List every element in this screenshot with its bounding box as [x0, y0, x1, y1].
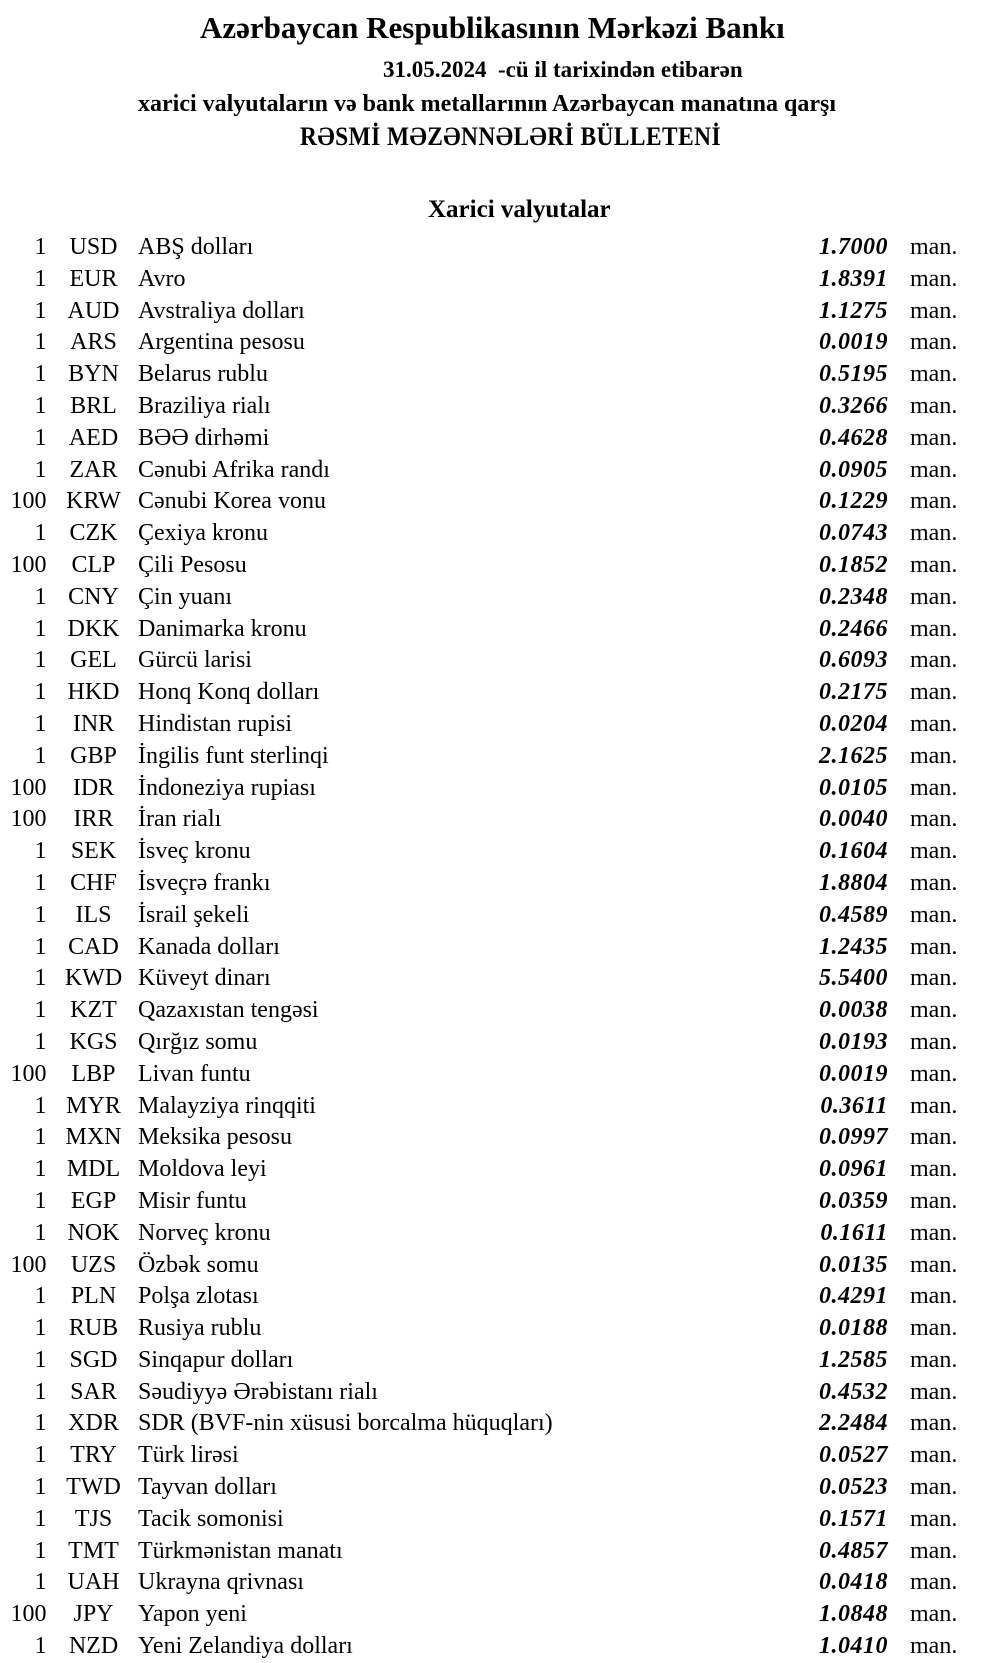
rate-cell: 0.0359	[819, 1187, 888, 1214]
name-cell: Misir funtu	[138, 1187, 247, 1214]
unit-cell: man.	[910, 297, 958, 324]
code-cell: KRW	[66, 488, 121, 515]
code-cell: AED	[68, 424, 119, 451]
code-cell: TWD	[66, 1474, 121, 1501]
unit-cell: man.	[910, 1315, 958, 1342]
qty-cell: 100	[10, 488, 47, 515]
code-cell: MYR	[66, 1092, 121, 1119]
rate-row	[0, 804, 1000, 836]
rate-cell: 0.0135	[819, 1251, 888, 1278]
qty-cell: 1	[34, 615, 47, 642]
rate-row	[0, 264, 1000, 296]
qty-cell: 100	[10, 551, 47, 578]
unit-cell: man.	[910, 1442, 958, 1469]
code-cell: UAH	[67, 1569, 120, 1596]
name-cell: Malayziya rinqqiti	[138, 1092, 316, 1119]
rate-cell: 1.0848	[819, 1601, 888, 1628]
unit-cell: man.	[910, 361, 958, 388]
name-cell: Avstraliya dolları	[138, 297, 305, 324]
unit-cell: man.	[910, 1124, 958, 1151]
name-cell: Avro	[138, 265, 186, 292]
name-cell: Polşa zlotası	[138, 1283, 259, 1310]
rate-row	[0, 1218, 1000, 1250]
qty-cell: 1	[34, 679, 47, 706]
name-cell: Qazaxıstan tengəsi	[138, 997, 319, 1024]
qty-cell: 1	[34, 1569, 47, 1596]
unit-cell: man.	[910, 615, 958, 642]
unit-cell: man.	[910, 647, 958, 674]
rate-cell: 1.7000	[819, 234, 888, 260]
code-cell: TJS	[74, 1505, 113, 1532]
qty-cell: 1	[34, 710, 47, 737]
unit-cell: man.	[910, 234, 958, 260]
rate-cell: 0.0040	[819, 806, 888, 833]
code-cell: RUB	[68, 1315, 119, 1342]
name-cell: Honq Konq dolları	[138, 679, 320, 706]
code-cell: BYN	[68, 361, 119, 388]
code-cell: GEL	[70, 647, 117, 674]
rate-row	[0, 1122, 1000, 1154]
name-cell: İsveçrə frankı	[138, 869, 271, 896]
rate-cell: 2.2484	[819, 1410, 888, 1437]
rate-cell: 0.0997	[819, 1124, 888, 1151]
rate-cell: 0.0961	[819, 1156, 888, 1183]
qty-cell: 1	[34, 265, 47, 292]
name-cell: Moldova leyi	[138, 1156, 267, 1183]
qty-cell: 1	[34, 1219, 47, 1246]
code-cell: XDR	[68, 1410, 119, 1437]
rate-cell: 0.0019	[819, 1060, 888, 1087]
rate-row	[0, 455, 1000, 487]
qty-cell: 1	[34, 297, 47, 324]
qty-cell: 1	[34, 965, 47, 992]
qty-cell: 1	[34, 647, 47, 674]
unit-cell: man.	[910, 1187, 958, 1214]
section-title: Xarici valyutalar	[428, 196, 611, 223]
qty-cell: 100	[10, 1251, 47, 1278]
unit-cell: man.	[910, 392, 958, 419]
rate-row	[0, 359, 1000, 391]
date-line: 31.05.2024 -cü il tarixindən etibarən	[383, 57, 743, 82]
unit-cell: man.	[910, 742, 958, 769]
rate-cell: 0.0743	[819, 520, 888, 547]
code-cell: LBP	[71, 1060, 116, 1087]
code-cell: IDR	[72, 774, 115, 801]
rate-cell: 1.1275	[819, 297, 888, 324]
rate-row	[0, 1250, 1000, 1282]
code-cell: AUD	[67, 297, 120, 324]
qty-cell: 1	[34, 1474, 47, 1501]
rate-cell: 0.0193	[819, 1028, 888, 1055]
unit-cell: man.	[910, 933, 958, 960]
name-cell: Hindistan rupisi	[138, 710, 292, 737]
name-cell: İngilis funt sterlinqi	[138, 742, 329, 769]
name-cell: Argentina pesosu	[138, 329, 305, 356]
rate-cell: 0.0523	[819, 1474, 888, 1501]
qty-cell: 1	[34, 1092, 47, 1119]
bulletin-title: RƏSMİ MƏZƏNNƏLƏRİ BÜLLETENİ	[300, 122, 722, 151]
code-cell: IRR	[73, 806, 114, 833]
name-cell: Çexiya kronu	[138, 520, 268, 547]
unit-cell: man.	[910, 1156, 958, 1183]
code-cell: ARS	[70, 329, 117, 356]
name-cell: İndoneziya rupiası	[138, 774, 316, 801]
name-cell: Çin yuanı	[138, 583, 232, 610]
name-cell: Norveç kronu	[138, 1219, 271, 1246]
name-cell: Rusiya rublu	[138, 1315, 262, 1342]
name-cell: Yapon yeni	[138, 1601, 247, 1628]
qty-cell: 1	[34, 361, 47, 388]
qty-cell: 1	[34, 1283, 47, 1310]
rate-cell: 0.3611	[820, 1092, 888, 1119]
rate-cell: 1.8391	[819, 265, 888, 292]
rate-cell: 0.0418	[819, 1569, 888, 1596]
rate-row	[0, 868, 1000, 900]
unit-cell: man.	[910, 551, 958, 578]
code-cell: ZAR	[69, 456, 118, 483]
rate-cell: 0.1611	[820, 1219, 888, 1246]
qty-cell: 1	[34, 1537, 47, 1564]
name-cell: Yeni Zelandiya dolları	[138, 1633, 353, 1660]
qty-cell: 1	[34, 1028, 47, 1055]
rate-row	[0, 1313, 1000, 1345]
qty-cell: 1	[34, 838, 47, 865]
code-cell: USD	[69, 234, 118, 260]
rate-cell: 1.2585	[819, 1346, 888, 1373]
rate-row	[0, 423, 1000, 455]
rate-row	[0, 614, 1000, 646]
rate-cell: 0.4532	[819, 1378, 888, 1405]
code-cell: MDL	[66, 1156, 121, 1183]
qty-cell: 100	[10, 1060, 47, 1087]
name-cell: Cənubi Afrika randı	[138, 456, 330, 483]
rate-row	[0, 1472, 1000, 1504]
rate-cell: 0.2175	[819, 679, 888, 706]
rate-cell: 0.4628	[819, 424, 888, 451]
name-cell: Qırğız somu	[138, 1028, 258, 1055]
rate-row	[0, 1377, 1000, 1409]
code-cell: UZS	[70, 1251, 117, 1278]
unit-cell: man.	[910, 710, 958, 737]
unit-cell: man.	[910, 329, 958, 356]
code-cell: GBP	[70, 742, 117, 769]
rate-row	[0, 1027, 1000, 1059]
rate-cell: 0.0905	[819, 456, 888, 483]
qty-cell: 1	[34, 1378, 47, 1405]
rate-row	[0, 296, 1000, 328]
rate-cell: 1.0410	[819, 1633, 888, 1660]
qty-cell: 100	[10, 774, 47, 801]
unit-cell: man.	[910, 1346, 958, 1373]
rate-row	[0, 677, 1000, 709]
qty-cell: 1	[34, 1156, 47, 1183]
name-cell: Ukrayna qrivnası	[138, 1569, 304, 1596]
code-cell: JPY	[73, 1601, 114, 1628]
rate-cell: 0.0038	[819, 997, 888, 1024]
unit-cell: man.	[910, 806, 958, 833]
rate-cell: 1.2435	[819, 933, 888, 960]
code-cell: SEK	[70, 838, 117, 865]
unit-cell: man.	[910, 1569, 958, 1596]
code-cell: KWD	[64, 965, 123, 992]
code-cell: CZK	[69, 520, 118, 547]
code-cell: INR	[72, 710, 115, 737]
code-cell: CNY	[68, 583, 119, 610]
name-cell: Küveyt dinarı	[138, 965, 271, 992]
rate-cell: 0.1604	[819, 838, 888, 865]
name-cell: Cənubi Korea vonu	[138, 488, 326, 515]
rate-cell: 0.3266	[819, 392, 888, 419]
unit-cell: man.	[910, 1537, 958, 1564]
rate-cell: 0.4857	[819, 1537, 888, 1564]
rate-row	[0, 1091, 1000, 1123]
rates-table	[0, 232, 1000, 1663]
qty-cell: 100	[10, 1601, 47, 1628]
rate-cell: 0.4589	[819, 901, 888, 928]
qty-cell: 1	[34, 424, 47, 451]
rate-row	[0, 1440, 1000, 1472]
qty-cell: 1	[34, 1346, 47, 1373]
qty-cell: 1	[34, 1410, 47, 1437]
name-cell: Tacik somonisi	[138, 1505, 284, 1532]
rate-cell: 0.4291	[819, 1283, 888, 1310]
qty-cell: 1	[34, 1442, 47, 1469]
qty-cell: 1	[34, 329, 47, 356]
rate-row	[0, 1281, 1000, 1313]
name-cell: Türk lirəsi	[138, 1442, 239, 1469]
rate-row	[0, 1186, 1000, 1218]
unit-cell: man.	[910, 1505, 958, 1532]
subject-line: xarici valyutaların və bank metallarının Azərbaycan manatına qarşı	[138, 91, 837, 117]
rate-cell: 0.0204	[819, 710, 888, 737]
rate-row	[0, 963, 1000, 995]
code-cell: EUR	[69, 265, 118, 292]
rate-cell: 0.1229	[819, 488, 888, 515]
rate-cell: 0.0105	[819, 774, 888, 801]
qty-cell: 100	[10, 806, 47, 833]
rate-row	[0, 1631, 1000, 1663]
code-cell: BRL	[70, 392, 117, 419]
unit-cell: man.	[910, 1410, 958, 1437]
unit-cell: man.	[910, 1633, 958, 1660]
rate-row	[0, 232, 1000, 264]
rate-cell: 1.8804	[819, 869, 888, 896]
rate-row	[0, 518, 1000, 550]
qty-cell: 1	[34, 1187, 47, 1214]
rate-cell: 0.6093	[819, 647, 888, 674]
qty-cell: 1	[34, 392, 47, 419]
rate-row	[0, 836, 1000, 868]
rate-row	[0, 932, 1000, 964]
unit-cell: man.	[910, 869, 958, 896]
rate-row	[0, 741, 1000, 773]
rate-row	[0, 582, 1000, 614]
name-cell: İran rialı	[138, 806, 222, 833]
unit-cell: man.	[910, 1219, 958, 1246]
code-cell: MXN	[65, 1124, 122, 1151]
qty-cell: 1	[34, 933, 47, 960]
unit-cell: man.	[910, 1028, 958, 1055]
code-cell: KZT	[70, 997, 117, 1024]
rate-row	[0, 1059, 1000, 1091]
rate-cell: 0.0019	[819, 329, 888, 356]
unit-cell: man.	[910, 901, 958, 928]
name-cell: ABŞ dolları	[138, 234, 254, 260]
unit-cell: man.	[910, 1601, 958, 1628]
name-cell: Gürcü larisi	[138, 647, 252, 674]
unit-cell: man.	[910, 1474, 958, 1501]
qty-cell: 1	[34, 456, 47, 483]
code-cell: EGP	[70, 1187, 117, 1214]
code-cell: NZD	[68, 1633, 119, 1660]
code-cell: TMT	[68, 1537, 119, 1564]
rate-row	[0, 900, 1000, 932]
code-cell: SAR	[70, 1378, 117, 1405]
name-cell: Çili Pesosu	[138, 551, 247, 578]
name-cell: İsrail şekeli	[138, 901, 250, 928]
code-cell: PLN	[70, 1283, 117, 1310]
unit-cell: man.	[910, 1092, 958, 1119]
qty-cell: 1	[34, 1124, 47, 1151]
rate-row	[0, 1408, 1000, 1440]
rate-row	[0, 709, 1000, 741]
rate-cell: 0.1571	[819, 1505, 888, 1532]
name-cell: Belarus rublu	[138, 361, 268, 388]
qty-cell: 1	[34, 997, 47, 1024]
code-cell: CAD	[68, 933, 119, 960]
code-cell: NOK	[67, 1219, 120, 1246]
unit-cell: man.	[910, 997, 958, 1024]
unit-cell: man.	[910, 1378, 958, 1405]
unit-cell: man.	[910, 265, 958, 292]
name-cell: İsveç kronu	[138, 838, 251, 865]
rate-cell: 2.1625	[819, 742, 888, 769]
rate-cell: 5.5400	[819, 965, 888, 992]
code-cell: ILS	[75, 901, 112, 928]
unit-cell: man.	[910, 520, 958, 547]
rate-row	[0, 1154, 1000, 1186]
name-cell: Meksika pesosu	[138, 1124, 292, 1151]
qty-cell: 1	[34, 1633, 47, 1660]
rate-row	[0, 995, 1000, 1027]
unit-cell: man.	[910, 456, 958, 483]
unit-cell: man.	[910, 965, 958, 992]
qty-cell: 1	[34, 1505, 47, 1532]
name-cell: Özbək somu	[138, 1251, 259, 1278]
qty-cell: 1	[34, 583, 47, 610]
name-cell: BƏƏ dirhəmi	[138, 424, 270, 451]
rate-row	[0, 391, 1000, 423]
page-title: Azərbaycan Respublikasının Mərkəzi Bankı	[200, 10, 785, 45]
qty-cell: 1	[34, 742, 47, 769]
rate-cell: 0.1852	[819, 551, 888, 578]
name-cell: Tayvan dolları	[138, 1474, 277, 1501]
rate-row	[0, 550, 1000, 582]
code-cell: HKD	[67, 679, 120, 706]
unit-cell: man.	[910, 838, 958, 865]
rate-row	[0, 1504, 1000, 1536]
rate-cell: 0.2348	[819, 583, 888, 610]
unit-cell: man.	[910, 1283, 958, 1310]
name-cell: Braziliya rialı	[138, 392, 271, 419]
name-cell: Sinqapur dolları	[138, 1346, 294, 1373]
code-cell: TRY	[70, 1442, 117, 1469]
unit-cell: man.	[910, 1060, 958, 1087]
rate-row	[0, 1567, 1000, 1599]
unit-cell: man.	[910, 424, 958, 451]
rate-row	[0, 1536, 1000, 1568]
unit-cell: man.	[910, 583, 958, 610]
rate-cell: 0.0527	[819, 1442, 888, 1469]
qty-cell: 1	[34, 234, 47, 260]
rate-row	[0, 773, 1000, 805]
code-cell: CHF	[70, 869, 117, 896]
rate-cell: 0.2466	[819, 615, 888, 642]
name-cell: Səudiyyə Ərəbistanı rialı	[138, 1378, 378, 1405]
rate-row	[0, 1345, 1000, 1377]
code-cell: CLP	[71, 551, 116, 578]
qty-cell: 1	[34, 869, 47, 896]
qty-cell: 1	[34, 901, 47, 928]
unit-cell: man.	[910, 488, 958, 515]
qty-cell: 1	[34, 520, 47, 547]
rate-row	[0, 645, 1000, 677]
rate-row	[0, 486, 1000, 518]
unit-cell: man.	[910, 1251, 958, 1278]
name-cell: SDR (BVF-nin xüsusi borcalma hüquqları)	[138, 1410, 553, 1437]
code-cell: KGS	[69, 1028, 118, 1055]
code-cell: DKK	[67, 615, 120, 642]
rate-row	[0, 327, 1000, 359]
name-cell: Danimarka kronu	[138, 615, 307, 642]
qty-cell: 1	[34, 1315, 47, 1342]
rate-row	[0, 1599, 1000, 1631]
unit-cell: man.	[910, 774, 958, 801]
code-cell: SGD	[69, 1346, 118, 1373]
rate-cell: 0.0188	[819, 1315, 888, 1342]
rate-cell: 0.5195	[819, 361, 888, 388]
name-cell: Türkmənistan manatı	[138, 1537, 343, 1564]
name-cell: Kanada dolları	[138, 933, 280, 960]
unit-cell: man.	[910, 679, 958, 706]
name-cell: Livan funtu	[138, 1060, 251, 1087]
